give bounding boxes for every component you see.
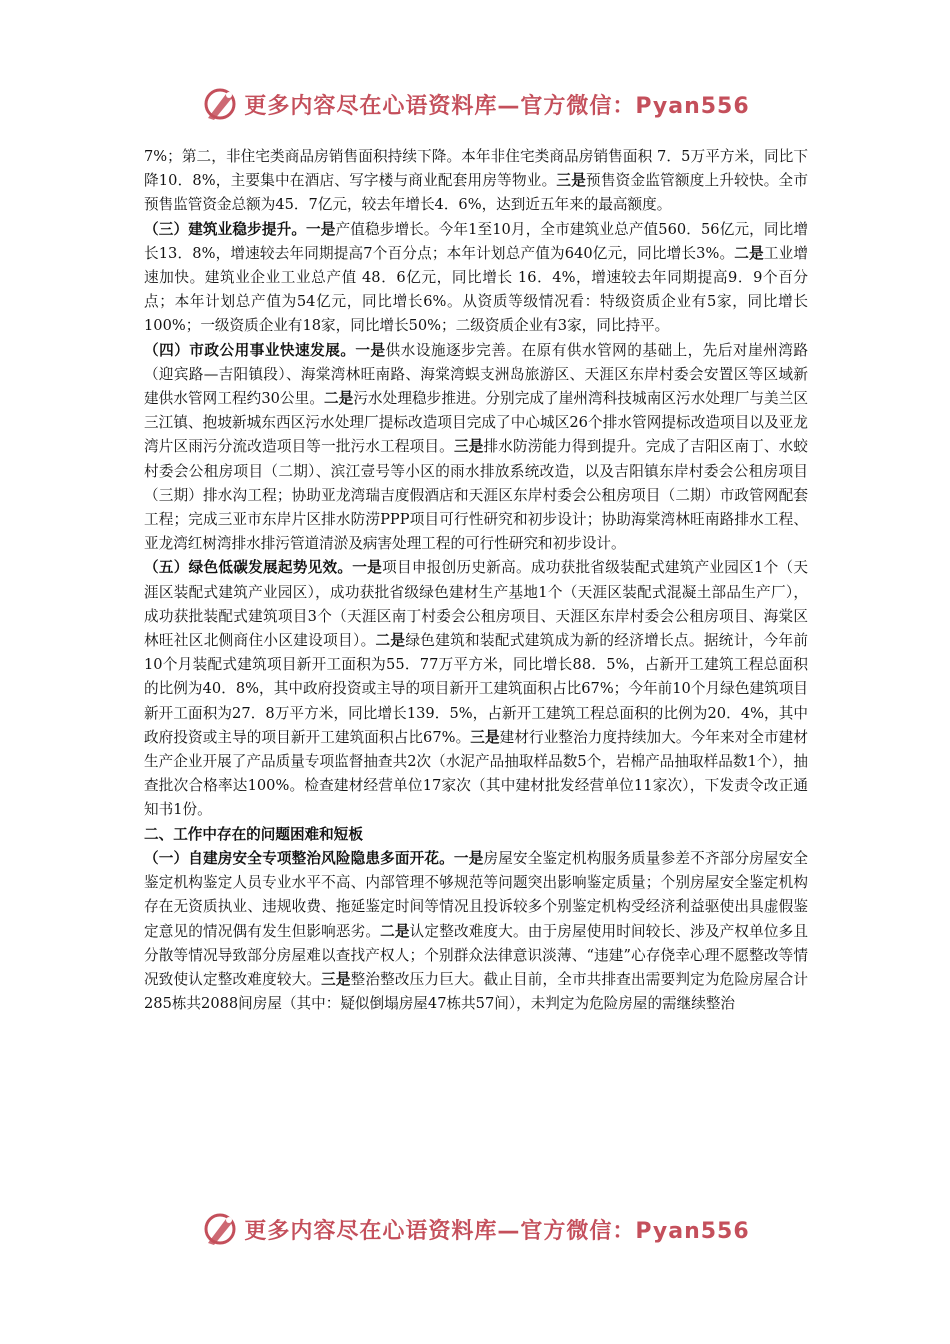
section-heading: （三）建筑业稳步提升。一是	[144, 220, 336, 238]
watermark-banner-bottom	[0, 1203, 950, 1255]
bold-run: 二是	[375, 632, 406, 650]
bold-run: 二是	[324, 390, 354, 408]
paragraph	[144, 145, 808, 218]
text-run: 绿色建筑和装配式建筑成为新的经济增长点。据统计，今年前10个月装配式建筑项目新开工面积为55．77万平方米，同比增长88．5%，占新开工建筑工程总面积的比例为40．8%，其中政府投资或主导的项目新开工建筑面积占比67%；今年前10个月绿色建筑项目新开工面积为27．8万平方米，同比增长139．5%，占新开工建筑工程总面积的比例为20．4%，其中政府投资或主导的项目新开工建筑面积占比67%。	[144, 632, 808, 746]
document-body	[144, 145, 808, 1016]
bold-run: 三是	[556, 172, 587, 190]
watermark-text: 更多内容尽在心语资料库—官方微信：Pyan556	[244, 93, 750, 119]
bold-run: 二是	[734, 244, 764, 262]
section-heading: （五）绿色低碳发展起势见效。一是	[144, 559, 383, 577]
text-run: 预售资金监管额度上升较快。全市预售监管资金总额为45．7亿元，较去年增长4．6%，达到近五年来的最高额度。	[144, 172, 808, 214]
text-run: 房屋安全鉴定机构服务质量参差不齐部分房屋安全鉴定机构鉴定人员专业水平不高、内部管理不够规范等问题突出影响鉴定质量；个别房屋安全鉴定机构存在无资质执业、违规收费、拖延鉴定时间等情况且投诉较多个别鉴定机构受经济利益驱使出具虚假鉴定意见的情况偶有发生但影响恶劣。	[144, 849, 808, 940]
text-run: 排水防涝能力得到提升。完成了吉阳区南丁、水蛟村委会公租房项目（二期）、滨江壹号等小区的雨水排放系统改造，以及吉阳镇东岸村委会公租房项目（三期）排水沟工程；协助亚龙湾瑞吉度假酒店和天涯区东岸村委会公租房项目（二期）市政管网配套工程；完成三亚市东岸片区排水防涝PPP项目可行性研究和初步设计；协助海棠湾林旺南路排水工程、亚龙湾红树湾排水排污管道清淤及病害处理工程的可行性研究和初步设计。	[144, 438, 808, 553]
text-run: 认定整改难度大。由于房屋使用时间较长、涉及产权单位多且分散等情况导致部分房屋难以查找产权人；个别群众法律意识淡薄、“违建”心存侥幸心理不愿整改等情况致使认定整改难度较大。	[144, 922, 808, 988]
text-run: 污水处理稳步推进。分别完成了崖州湾科技城南区污水处理厂与美兰区三江镇、抱坡新城东西区污水处理厂提标改造项目完成了中心城区26个排水管网提标改造项目以及亚龙湾片区雨污分流改造项目等一批污水工程项目。	[144, 390, 808, 456]
text-run: 7%；第二，非住宅类商品房销售面积持续下降。本年非住宅类商品房销售面积 7．5万平方米，同比下降10．8%，主要集中在酒店、写字楼与商业配套用房等物业。	[144, 148, 808, 190]
text-run: 工业增速加快。建筑业企业工业总产值 48．6亿元，同比增长 16．4%，增速较去年同期提高9．9个百分点；本年计划总产值为54亿元，同比增长6%。从资质等级情况看：特级资质企业有5家，同比增长100%；一级资质企业有18家，同比增长50%；二级资质企业有3家，同比持平。	[144, 244, 808, 335]
bold-run: 三是	[453, 438, 484, 456]
paragraph	[144, 823, 808, 847]
text-run: 产值稳步增长。今年1至10月，全市建筑业总产值560．56亿元，同比增长13．8%，增速较去年同期提高7个百分点；本年计划总产值为640亿元，同比增长3%。	[144, 220, 808, 262]
bold-run: 二是	[380, 922, 410, 940]
section-heading: （四）市政公用事业快速发展。一是	[144, 341, 386, 359]
section-heading: （一）自建房安全专项整治风险隐患多面开花。一是	[144, 849, 484, 867]
watermark-text: 更多内容尽在心语资料库—官方微信：Pyan556	[244, 1218, 750, 1244]
bold-run: 三是	[321, 970, 351, 988]
watermark-banner-top	[0, 78, 950, 130]
paragraph	[144, 847, 808, 1016]
paragraph	[144, 218, 808, 339]
text-run: 项目申报创历史新高。成功获批省级装配式建筑产业园区1个（天涯区装配式建筑产业园区），成功获批省级绿色建材生产基地1个（天涯区装配式混凝土部品生产厂），成功获批装配式建筑项目3个（天涯区南丁村委会公租房项目、天涯区东岸村委会公租房项目、海棠区林旺社区北侧商住小区建设项目）。	[144, 559, 808, 650]
text-run: 整治整改压力巨大。截止目前，全市共排查出需要判定为危险房屋合计285栋共2088间房屋（其中：疑似倒塌房屋47栋共57间），未判定为危险房屋的需继续整治	[144, 970, 808, 1013]
paragraph	[144, 339, 808, 557]
text-run: 供水设施逐步完善。在原有供水管网的基础上，先后对崖州湾路（迎宾路—吉阳镇段）、海棠湾林旺南路、海棠湾蜈支洲岛旅游区、天涯区东岸村委会安置区等区域新建供水管网工程约30公里。	[144, 341, 808, 408]
text-run: 建材行业整治力度持续加大。今年来对全市建材生产企业开展了产品质量专项监督抽查共2次（水泥产品抽取样品数5个，岩棉产品抽取样品数1个），抽查批次合格率达100%。检查建材经营单位17家次（其中建材批发经营单位11家次），下发责令改正通知书1份。	[144, 728, 808, 819]
pen-nib-logo-icon	[200, 1209, 240, 1249]
bold-run: 三是	[470, 728, 500, 746]
chapter-heading: 二、工作中存在的问题困难和短板	[144, 825, 363, 843]
pen-nib-logo-icon	[200, 84, 240, 124]
paragraph	[144, 556, 808, 822]
